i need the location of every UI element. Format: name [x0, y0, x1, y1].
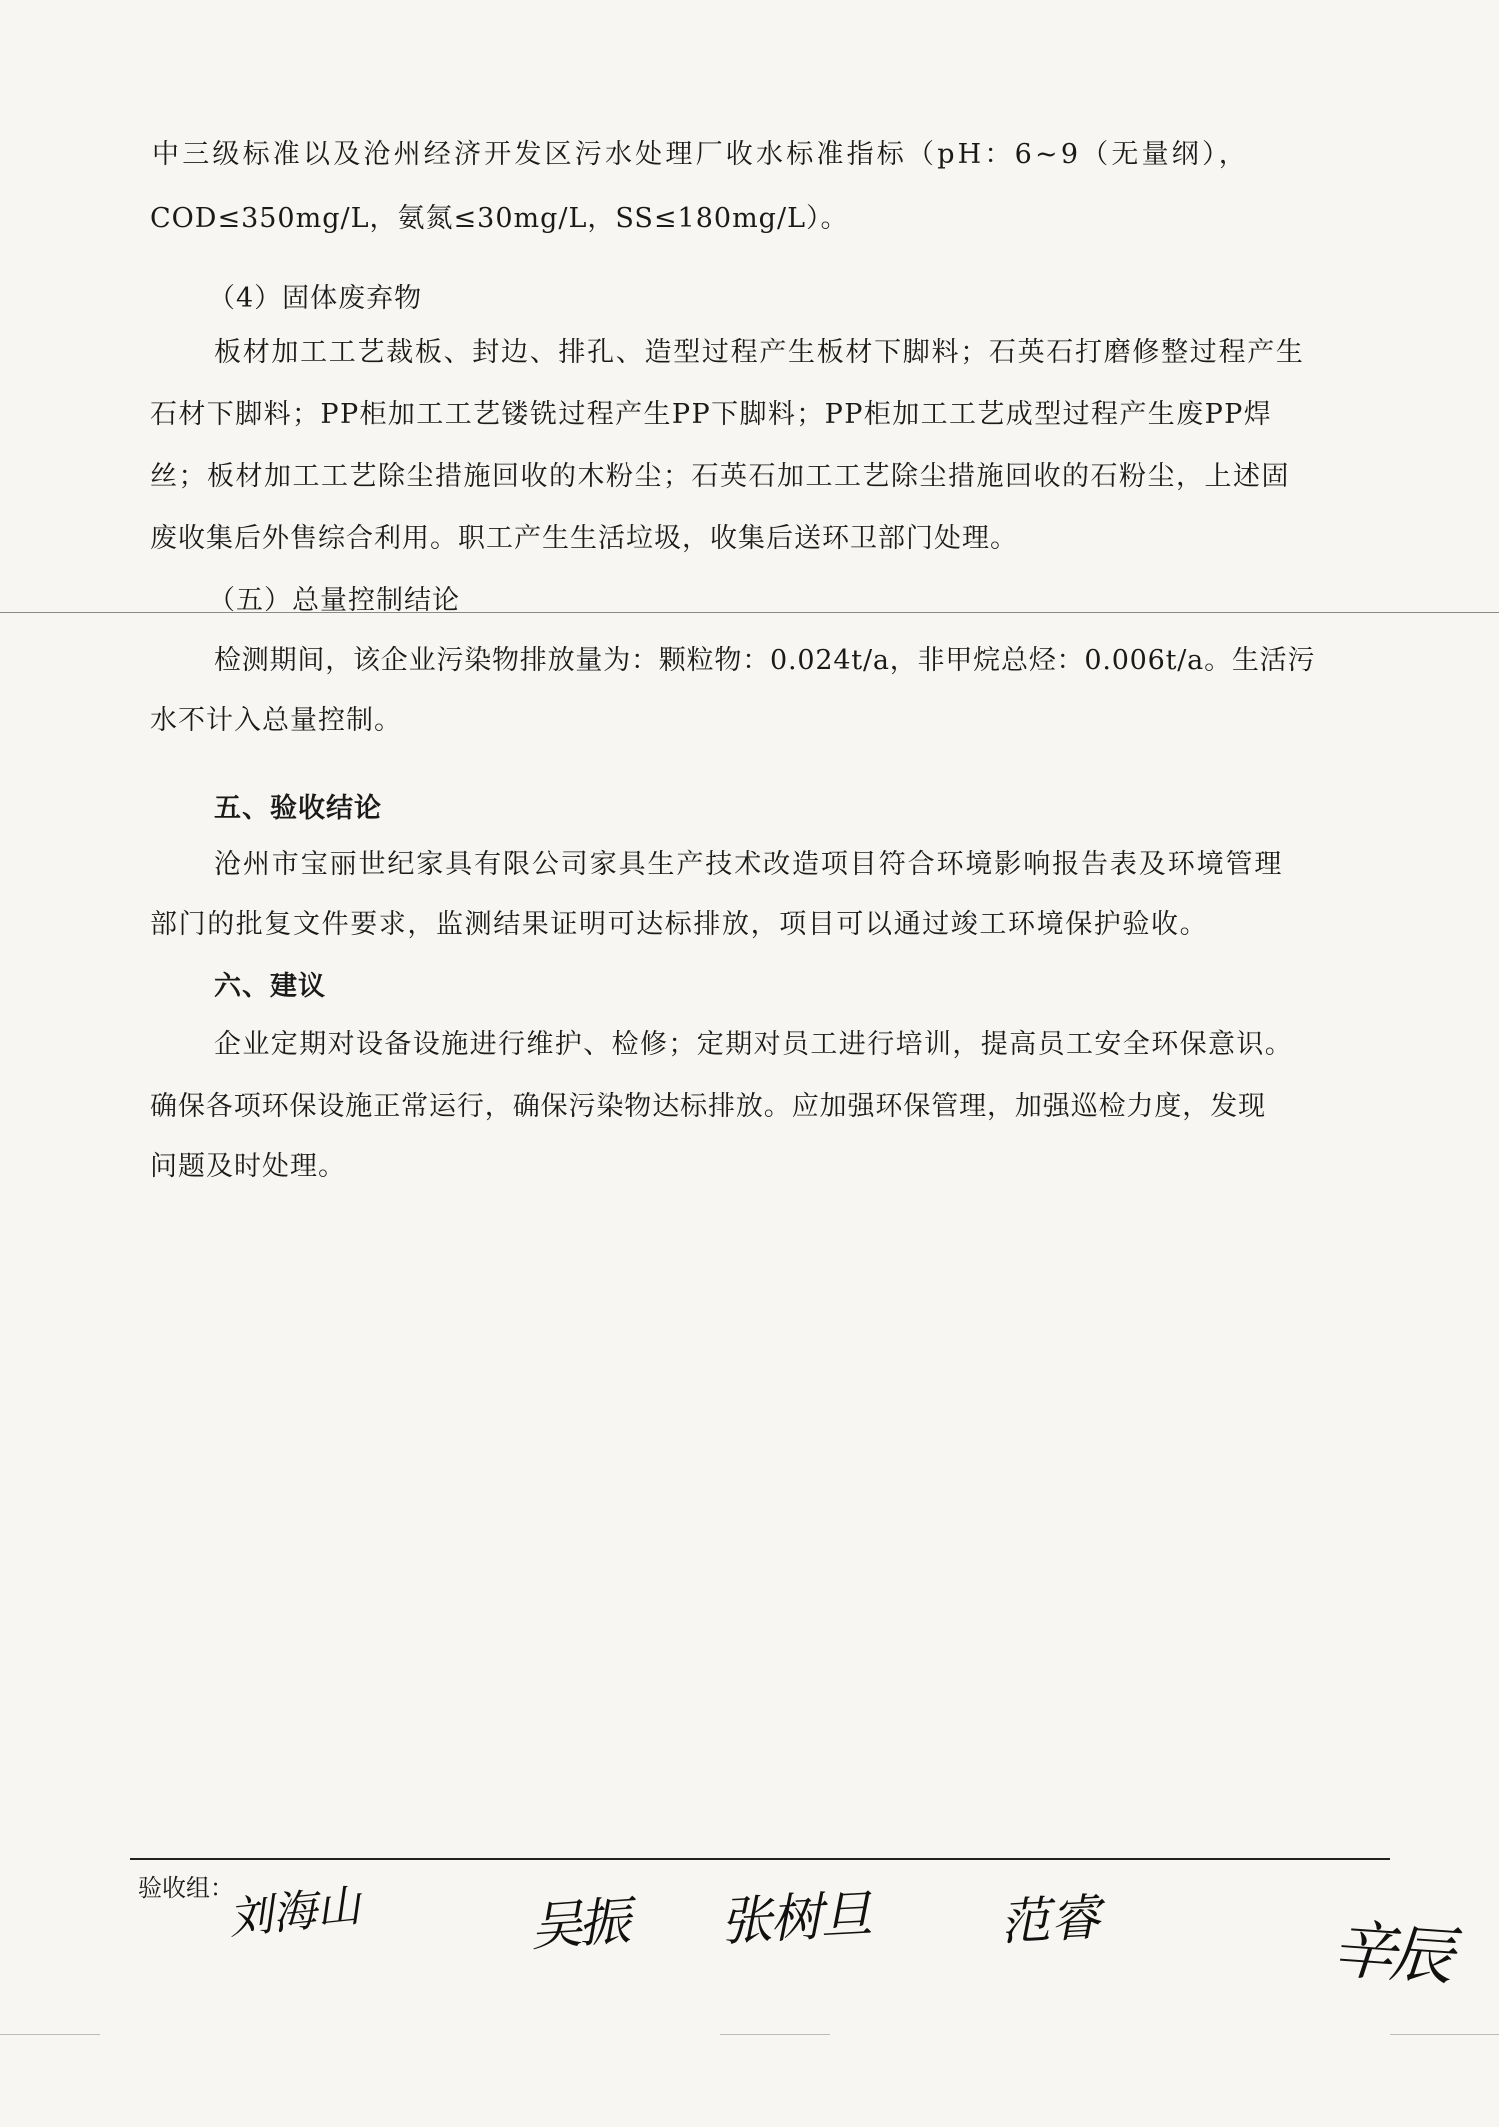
- section-heading: 五、验收结论: [214, 793, 382, 824]
- section-heading: （4）固体废弃物: [208, 283, 423, 314]
- signature: 刘海山: [226, 1880, 363, 1945]
- paragraph-line: 中三级标准以及沧州经济开发区污水处理厂收水标准指标（pH：6~9（无量纲），: [152, 139, 1249, 170]
- section-heading: （五）总量控制结论: [208, 585, 460, 616]
- paragraph-line: 石材下脚料；PP柜加工工艺镂铣过程产生PP下脚料；PP柜加工工艺成型过程产生废PP焊: [150, 399, 1273, 430]
- signature: 辛辰: [1329, 1913, 1451, 1995]
- faint-rule: [0, 2034, 100, 2035]
- paragraph-line: COD≤350mg/L，氨氮≤30mg/L，SS≤180mg/L）。: [150, 203, 849, 234]
- signature: 张树旦: [718, 1885, 872, 1953]
- section-heading: 六、建议: [214, 971, 326, 1002]
- signature-rule: [130, 1858, 1390, 1860]
- faint-rule: [1390, 2034, 1499, 2035]
- paragraph-line: 板材加工工艺裁板、封边、排孔、造型过程产生板材下脚料；石英石打磨修整过程产生: [214, 337, 1305, 368]
- paragraph-line: 问题及时处理。: [150, 1151, 346, 1182]
- signature: 吴振: [528, 1891, 629, 1959]
- signature: 范睿: [998, 1888, 1102, 1952]
- faint-rule: [720, 2034, 830, 2035]
- paragraph-line: 丝；板材加工工艺除尘措施回收的木粉尘；石英石加工工艺除尘措施回收的石粉尘，上述固: [150, 461, 1290, 492]
- paragraph-line: 水不计入总量控制。: [150, 705, 402, 736]
- paragraph-line: 废收集后外售综合利用。职工产生生活垃圾，收集后送环卫部门处理。: [150, 523, 1018, 554]
- paragraph-line: 检测期间，该企业污染物排放量为：颗粒物：0.024t/a，非甲烷总烃：0.006t/a。生活污: [214, 645, 1316, 676]
- paragraph-line: 企业定期对设备设施进行维护、检修；定期对员工进行培训，提高员工安全环保意识。: [214, 1029, 1294, 1060]
- paragraph-line: 沧州市宝丽世纪家具有限公司家具生产技术改造项目符合环境影响报告表及环境管理: [214, 849, 1284, 880]
- signature-label: 验收组：: [138, 1874, 234, 1902]
- paragraph-line: 部门的批复文件要求，监测结果证明可达标排放，项目可以通过竣工环境保护验收。: [150, 909, 1209, 940]
- paragraph-line: 确保各项环保设施正常运行，确保污染物达标排放。应加强环保管理，加强巡检力度，发现: [150, 1091, 1266, 1122]
- scan-artifact-line: [0, 612, 1499, 613]
